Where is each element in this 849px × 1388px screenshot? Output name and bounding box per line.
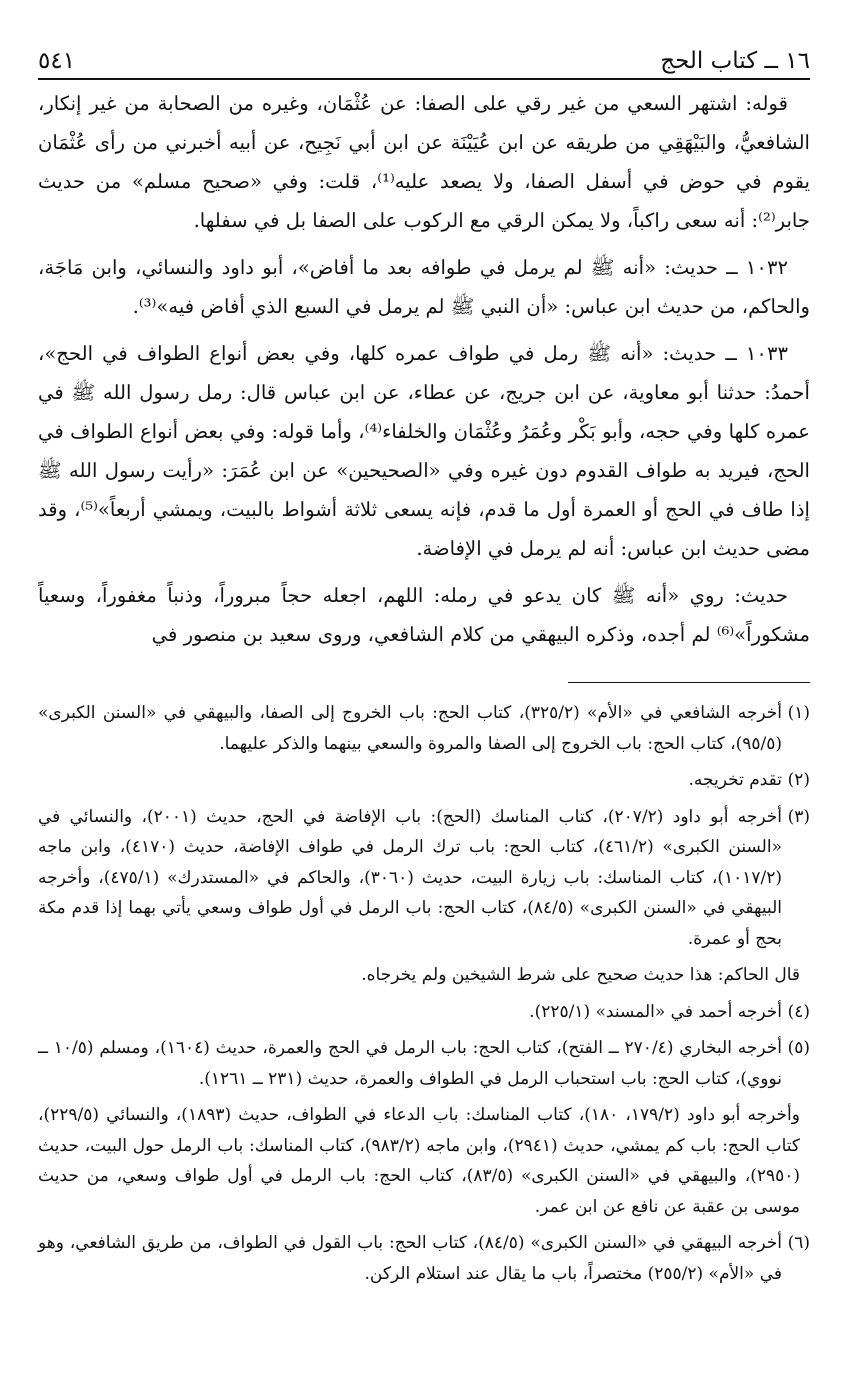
paragraph-hadith-1032: ١٠٣٢ ــ حديث: «أنه ﷺ لم يرمل في طوافه بعد ما أفاض»، أبو داود والنسائي، وابن مَاجَة، والحاكم، من حديث ابن عباس: «أن النبي ﷺ لم يرمل في السبع الذي أفاض فيه»⁽³⁾. [38, 256, 810, 318]
footnote-5-continuation [38, 1100, 810, 1222]
main-text [38, 84, 810, 662]
running-title: ١٦ ــ كتاب الحج [660, 48, 810, 74]
footnote-text: أخرجه البخاري (٢٧٠/٤ ــ الفتح)، كتاب الحج: باب الرمل في الحج والعمرة، حديث (١٦٠٤)، ومسلم (١٠/٥ ــ نووي)، كتاب الحج: باب استحباب الرمل في الطواف والعمرة، حديث (٢٣١ ــ ١٢٦١). [38, 1038, 782, 1089]
footnote-text: أخرجه البيهقي في «السنن الكبرى» (٨٤/٥)، كتاب الحج: باب القول في الطواف، من طريق الشافعي، وهو في «الأم» (٢٥٥/٢) مختصراً، باب ما يقال عند استلام الركن. [38, 1233, 782, 1284]
footnote-2 [38, 765, 810, 796]
footnote-3-continuation [38, 960, 810, 991]
paragraph-4: حديث: روي «أنه ﷺ كان يدعو في رمله: اللهم، اجعله حجاً مبروراً، وذنباً مغفوراً، وسعياً مشكوراً»⁽⁶⁾ لم أجده، وذكره البيهقي من كلام الشافعي، وروى سعيد بن منصور في [38, 584, 810, 646]
footnote-number: (٦) [787, 1233, 810, 1253]
footnote-text: أخرجه الشافعي في «الأم» (٣٢٥/٢)، كتاب الحج: باب الخروج إلى الصفا، والبيهقي في «السنن الكبرى» (٩٥/٥)، كتاب الحج: باب الخروج إلى الصفا والمروة والسعي بينهما والذكر عليهما. [38, 703, 782, 754]
footnote-4 [38, 997, 810, 1028]
paragraph-1: قوله: اشتهر السعي من غير رقي على الصفا: عن عُثْمَان، وغيره من الصحابة من غير إنكار، الشافعيُّ، والبَيْهَقِي من طريقه عن ابن عُيَيْنَة عن ابن أبي نَجِيح، عن أبيه أخبرني من رأى عُثْمَان يقوم في حوض في أسفل الصفا، ولا يصعد عليه⁽¹⁾، قلت: وفي «صحيح مسلم» من حديث جابر⁽²⁾: أنه سعى راكباً، ولا يمكن الرقي مع الركوب على الصفا بل في سفلها. [38, 92, 810, 232]
footnote-1 [38, 698, 810, 759]
footnote-number: (٤) [787, 1001, 810, 1022]
footnote-number: (٣) [787, 806, 810, 827]
footnote-3 [38, 802, 810, 955]
footnote-number: (٥) [787, 1038, 810, 1058]
book-page [38, 0, 810, 1388]
footnote-separator [568, 682, 810, 683]
footnote-text: قال الحاكم: هذا حديث صحيح على شرط الشيخين ولم يخرجاه. [361, 965, 800, 985]
page-header [38, 34, 810, 80]
footnote-text: تقدم تخريجه. [688, 770, 782, 790]
footnote-number: (١) [787, 703, 810, 723]
footnote-text: وأخرجه أبو داود (١٧٩/٢، ١٨٠)، كتاب المناسك: باب الدعاء في الطواف، حديث (١٨٩٣)، والنسائي (٢٢٩/٥)، كتاب الحج: باب كم يمشي، حديث (٢٩٤١)، وابن ماجه (٩٨٣/٢)، كتاب المناسك: باب الرمل حول البيت، حديث (٢٩٥٠)، والبيهقي في «السنن الكبرى» (٨٣/٥)، كتاب الحج: باب الرمل في أول طواف وسعي، من حديث موسى بن عقبة عن نافع عن ابن عمر. [38, 1105, 800, 1217]
footnote-number: (٢) [787, 770, 810, 790]
footnote-text: أخرجه أبو داود (٢٠٧/٢)، كتاب المناسك (الحج): باب الإفاضة في الحج، حديث (٢٠٠١)، والنسائي في «السنن الكبرى» (٤٦١/٢)، كتاب الحج: باب ترك الرمل في طواف الإفاضة، حديث (٤١٧٠)، وابن ماجه (١٠١٧/٢)، كتاب المناسك: باب زيارة البيت، حديث (٣٠٦٠)، والحاكم في «المستدرك» (٤٧٥/١)، وأخرجه البيهقي في «السنن الكبرى» (٨٤/٥)، كتاب الحج: باب الرمل في أول طواف وسعي يأتي بهما إذا قدم مكة بحج أو عمرة. [38, 806, 783, 949]
footnote-5 [38, 1033, 810, 1094]
paragraph-hadith-1033: ١٠٣٣ ــ حديث: «أنه ﷺ رمل في طواف عمره كلها، وفي بعض أنواع الطواف في الحج»، أحمدُ: حدثنا أبو معاوية، عن ابن جريج، عن عطاء، عن ابن عباس قال: رمل رسول الله ﷺ في عمره كلها وفي حجه، وأبو بَكْر وعُمَرُ وعُثْمَان والخلفاء⁽⁴⁾، وأما قوله: وفي بعض أنواع الطواف في الحج، فيريد به طواف القدوم دون غيره وفي «الصحيحين» عن ابن عُمَرَ: «رأيت رسول الله ﷺ إذا طاف في الحج أو العمرة أول ما قدم، فإنه يسعى ثلاثة أشواط بالبيت، ويمشي أربعاً»⁽⁵⁾، وقد مضى حديث ابن عباس: أنه لم يرمل في الإفاضة. [38, 342, 811, 560]
footnote-text: أخرجه أحمد في «المسند» (٢٢٥/١). [529, 1001, 782, 1022]
page-number: ٥٤١ [38, 48, 76, 74]
footnotes [38, 698, 810, 1295]
footnote-6 [38, 1228, 810, 1289]
